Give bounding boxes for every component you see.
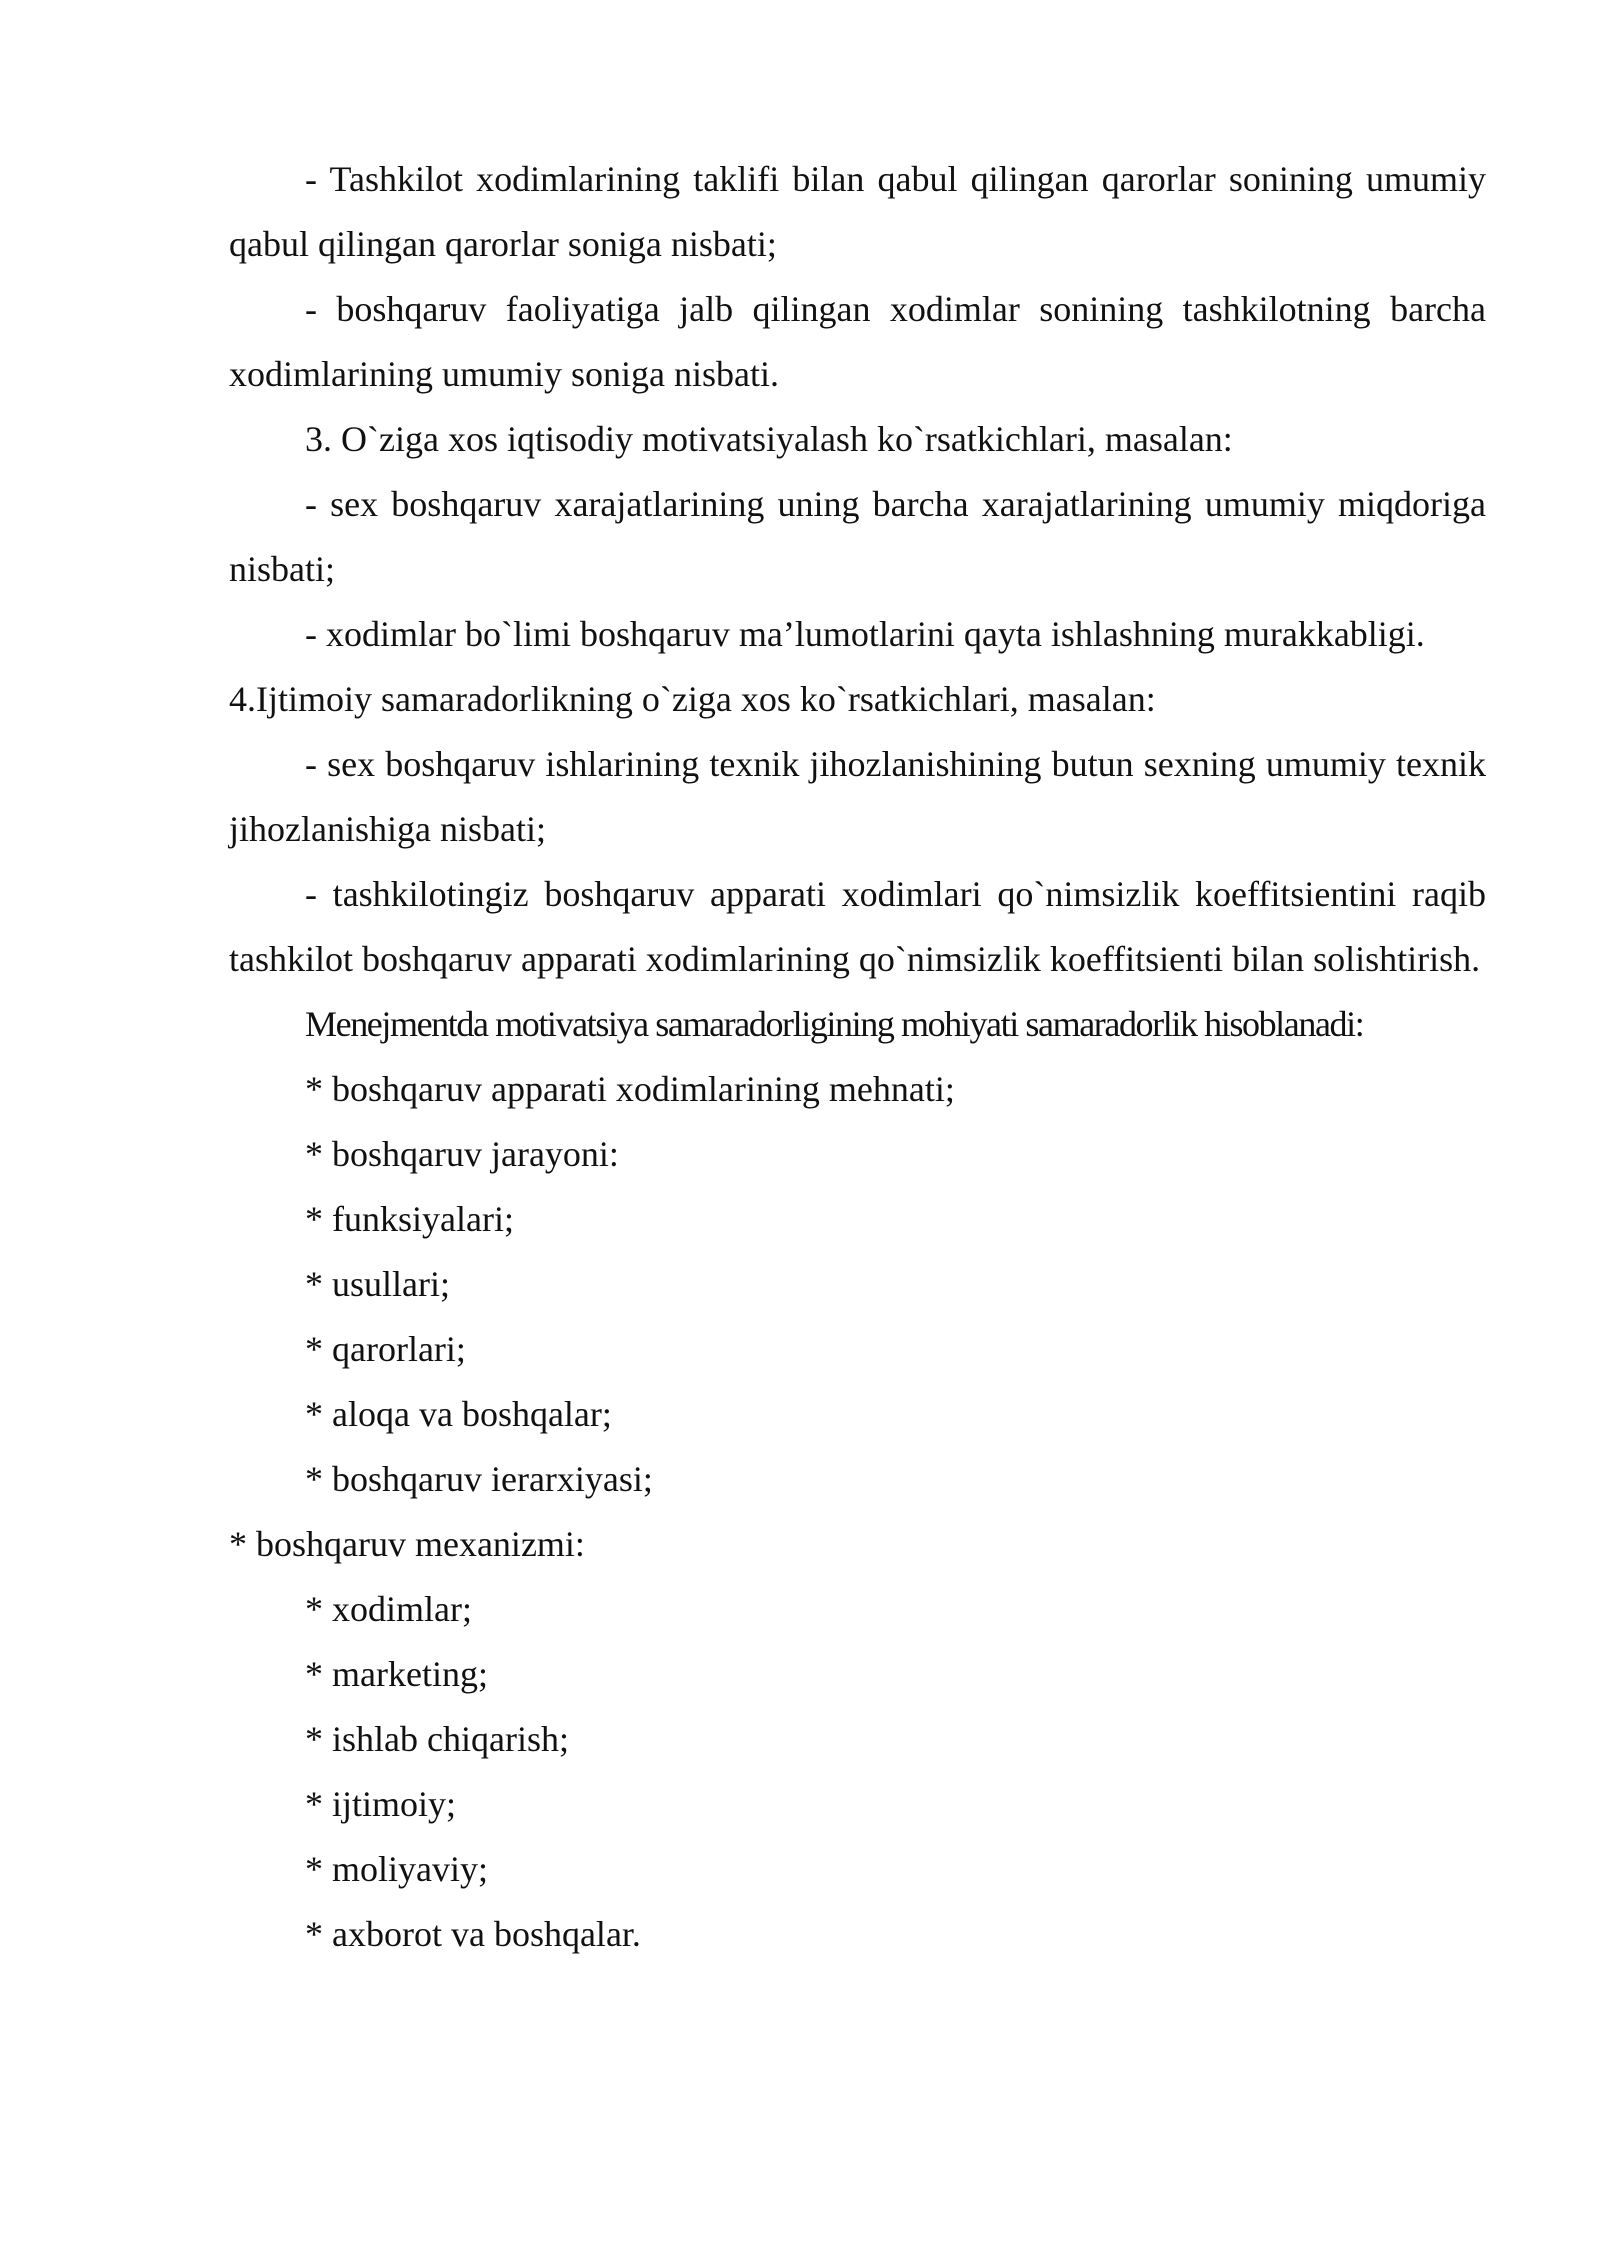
mechanism-item: * marketing; [305, 1654, 488, 1694]
management-item: * aloqa va boshqalar; [305, 1394, 612, 1434]
paragraph-decision-ratio: - Tashkilot xodimlarining taklifi bilan qabul qilingan qarorlar sonining umumiy qabul qilingan qarorlar soniga nisbati; [229, 159, 1486, 264]
management-item: * boshqaruv apparati xodimlarining mehnati; [305, 1069, 955, 1109]
mechanism-item: * axborot va boshqalar. [305, 1914, 641, 1954]
management-item: * funksiyalari; [305, 1199, 514, 1239]
mechanism-item: * ishlab chiqarish; [305, 1719, 569, 1759]
paragraph-workshop-costs: - sex boshqaruv xarajatlarining uning barcha xarajatlarining umumiy miqdoriga nisbati; [229, 484, 1486, 589]
section-3-heading: 3. O`ziga xos iqtisodiy motivatsiyalash ko`rsatkichlari, masalan: [305, 419, 1233, 459]
management-item: * usullari; [305, 1264, 450, 1304]
management-item: * boshqaruv ierarxiyasi; [305, 1459, 653, 1499]
mechanism-item: * moliyaviy; [305, 1849, 488, 1889]
paragraph-staff-involvement: - boshqaruv faoliyatiga jalb qilingan xodimlar sonining tashkilotning barcha xodimlarining umumiy soniga nisbati. [229, 289, 1486, 394]
motivation-intro [229, 992, 1486, 1057]
mechanism-item: * xodimlar; [305, 1589, 472, 1629]
section-4-heading: 4.Ijtimoiy samaradorlikning o`ziga xos ko`rsatkichlari, masalan: [229, 679, 1156, 719]
motivation-intro-text: Menejmentda motivatsiya samaradorligining mohiyati samaradorlik hisoblanadi: [305, 1004, 1364, 1044]
management-item: * qarorlari; [305, 1329, 466, 1369]
paragraph-technical-equipment: - sex boshqaruv ishlarining texnik jihozlanishining butun sexning umumiy texnik jihozlanishiga nisbati; [229, 744, 1486, 849]
paragraph-hr-data-complexity: - xodimlar bo`limi boshqaruv ma’lumotlarini qayta ishlashning murakkabligi. [305, 614, 1425, 654]
mechanism-item: * ijtimoiy; [305, 1784, 457, 1824]
document-body [229, 147, 1486, 1967]
mechanism-heading: * boshqaruv mexanizmi: [229, 1524, 585, 1564]
paragraph-turnover-comparison: - tashkilotingiz boshqaruv apparati xodimlari qo`nimsizlik koeffitsientini raqib tashkilot boshqaruv apparati xodimlarining qo`nimsizlik koeffitsienti bilan solishtirish. [229, 874, 1486, 979]
management-item: * boshqaruv jarayoni: [305, 1134, 619, 1174]
